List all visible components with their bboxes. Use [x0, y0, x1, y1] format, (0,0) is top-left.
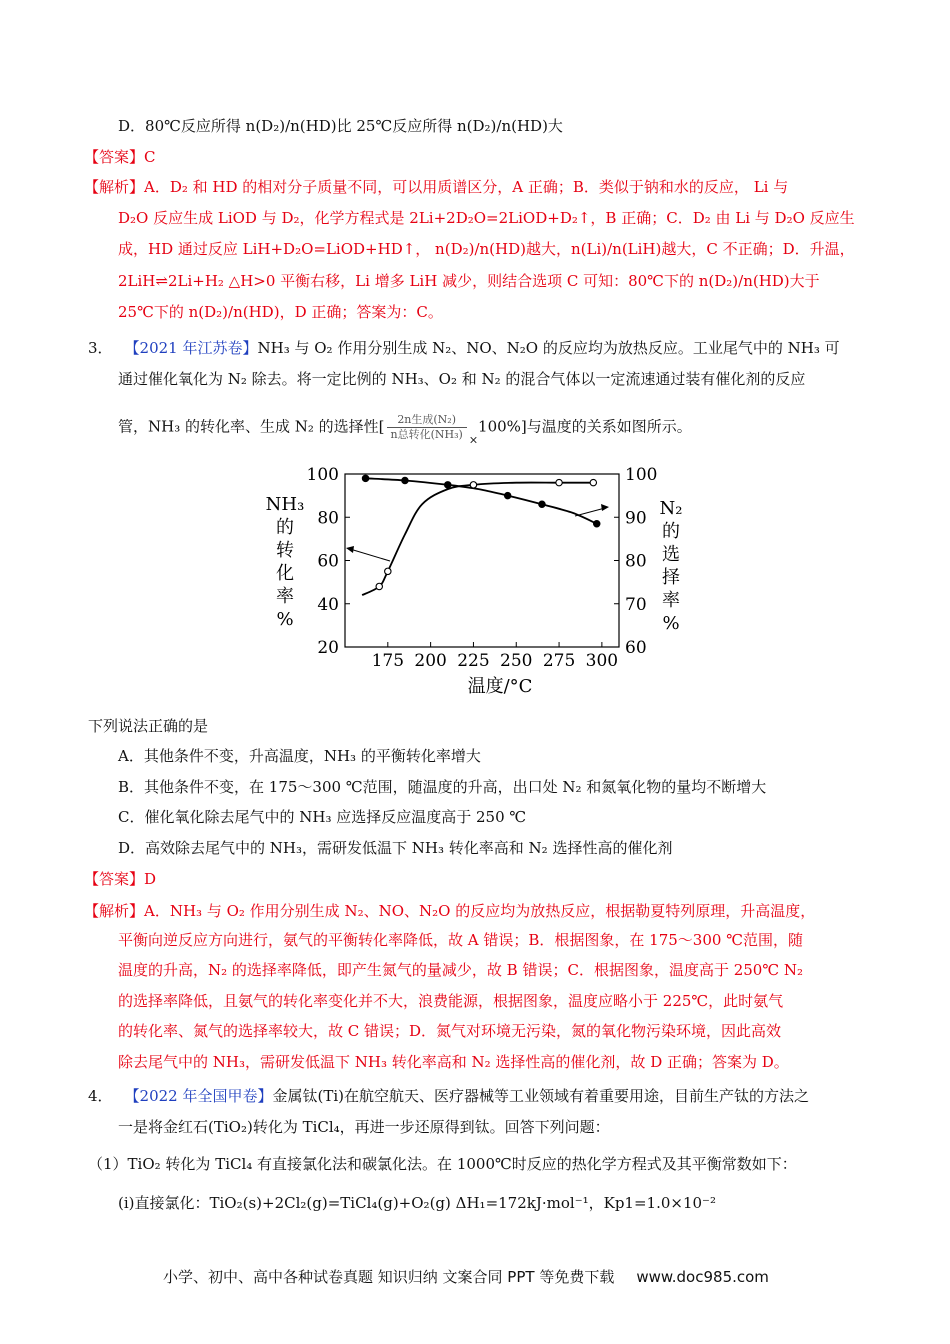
- analysis-line: A．NH₃ 与 O₂ 作用分别生成 N₂、NO、N₂O 的反应均为放热反应，根据勒夏特列原理，升高温度，: [144, 902, 816, 920]
- nh3-conversion-point: [385, 568, 391, 574]
- formula-numerator: 2n生成(N₂): [387, 413, 467, 428]
- n2-selectivity-point: [362, 475, 368, 481]
- q3-question: 下列说法正确的是: [88, 717, 209, 735]
- footer-text: [163, 1267, 769, 1287]
- nh3-conversion-point: [590, 479, 596, 485]
- formula-denominator: n总转化(NH₃): [390, 428, 463, 441]
- nh3-conversion-point: [470, 482, 476, 488]
- left-tick-label: 80: [317, 508, 339, 529]
- q3-analysis-5: 的转化率、氮气的选择率较大，故 C 错误；D．氮气对环境无污染，氮的氧化物污染环境，因此高效: [118, 1022, 782, 1040]
- left-axis-label: 的: [276, 517, 294, 538]
- selectivity-formula: [387, 413, 467, 442]
- q3-analysis-6: 除去尾气中的 NH₃，需研发低温下 NH₃ 转化率高和 N₂ 选择性高的催化剂，故 D 正确；答案为 D。: [118, 1053, 789, 1071]
- q3-option-d: D．高效除去尾气中的 NH₃，需研发低温下 NH₃ 转化率高和 N₂ 选择性高的催化剂: [118, 839, 673, 857]
- n2-selectivity-point: [539, 501, 545, 507]
- x-tick-label: 250: [500, 651, 533, 671]
- right-tick-label: 90: [625, 508, 647, 529]
- q2-option-d: D．80℃反应所得 n(D₂)/n(HD)比 25℃反应所得 n(D₂)/n(HD)大: [118, 117, 563, 135]
- q4-source: 【2022 年全国甲卷】: [124, 1087, 273, 1105]
- q3-source: 【2021 年江苏卷】: [124, 339, 258, 357]
- answer-tag: 【答案】: [84, 870, 145, 888]
- n2-selectivity-point: [504, 492, 510, 498]
- nh3-conversion-point: [376, 583, 382, 589]
- right-axis-label: N₂: [659, 498, 683, 519]
- footer-slogan: 小学、初中、高中各种试卷真题 知识归纳 文案合同 PPT 等免费下载: [163, 1268, 615, 1286]
- x-tick-label: 200: [414, 651, 447, 671]
- q3-analysis-4: 的选择率降低，且氨气的转化率变化并不大，浪费能源，根据图象，温度应略小于 225℃，此时氨气: [118, 992, 784, 1010]
- q2-answer: [84, 147, 156, 167]
- x-tick-label: 175: [371, 651, 405, 671]
- q3-analysis-2: 平衡向逆反应方向进行，氨气的平衡转化率降低，故 A 错误；B．根据图象，在 175～300 ℃范围，随: [118, 931, 803, 949]
- n2-selectivity-point: [445, 482, 451, 488]
- left-axis-label: 化: [276, 563, 294, 584]
- arrow-head-right: [601, 504, 609, 511]
- left-axis-label: %: [276, 609, 294, 630]
- nh3-conversion-point: [556, 479, 562, 485]
- left-tick-label: 100: [306, 465, 339, 485]
- q3-answer: [84, 869, 156, 889]
- analysis-tag: 【解析】: [84, 178, 145, 196]
- analysis-tag: 【解析】: [84, 902, 145, 920]
- nh3-conversion-line: [362, 483, 593, 596]
- left-axis-label: 转: [276, 540, 294, 561]
- left-axis-label: 率: [276, 586, 294, 607]
- n2-selectivity-point: [594, 521, 600, 527]
- q3-stem-1: [88, 338, 840, 358]
- x-tick-label: 300: [585, 651, 619, 671]
- q4-number: 4．: [88, 1087, 113, 1105]
- answer-value: C: [144, 148, 156, 166]
- n2-selectivity-point: [402, 477, 408, 483]
- q3-stem-text: NH₃ 与 O₂ 作用分别生成 N₂、NO、N₂O 的反应均为放热反应。工业尾气中的 NH₃ 可: [257, 339, 840, 357]
- right-tick-label: 100: [625, 465, 658, 485]
- left-tick-label: 40: [317, 594, 339, 615]
- q3-analysis-3: 温度的升高，N₂ 的选择率降低，即产生氮气的量减少，故 B 错误；C．根据图象，温度高于 250℃ N₂: [118, 961, 804, 979]
- x-tick-label: 225: [457, 651, 490, 671]
- q2-analysis-1: [84, 177, 788, 197]
- right-axis-label: 择: [662, 567, 680, 588]
- formula-times: ×: [468, 433, 479, 447]
- right-tick-label: 80: [625, 551, 647, 572]
- q4-part1: （1）TiO₂ 转化为 TiCl₄ 有直接氯化法和碳氯化法。在 1000℃时反应的热化学方程式及其平衡常数如下：: [88, 1155, 797, 1173]
- plot-frame: [345, 474, 619, 647]
- analysis-line: A．D₂ 和 HD 的相对分子质量不同，可以用质谱区分，A 正确；B．类似于钠和水的反应， Li 与: [144, 178, 789, 196]
- answer-tag: 【答案】: [84, 148, 145, 166]
- q3-option-b: B．其他条件不变，在 175～300 ℃范围，随温度的升高，出口处 N₂ 和氮氧化物的量均不断增大: [118, 778, 767, 796]
- right-axis-label: %: [662, 613, 680, 634]
- q2-analysis-2: D₂O 反应生成 LiOD 与 D₂，化学方程式是 2Li+2D₂O=2LiOD+D₂↑，B 正确；C．D₂ 由 Li 与 D₂O 反应生: [118, 209, 855, 227]
- q3-analysis-1: [84, 901, 815, 921]
- q2-analysis-4: 2LiH⇌2Li+H₂ △H>0 平衡右移，Li 增多 LiH 减少，则结合选项 C 可知：80℃下的 n(D₂)/n(HD)大于: [118, 272, 820, 290]
- nh3-conversion-chart: [250, 458, 700, 708]
- footer-url[interactable]: www.doc985.com: [636, 1268, 769, 1286]
- q3-stem-3-before: 管，NH₃ 的转化率、生成 N₂ 的选择性[: [118, 417, 385, 436]
- right-axis-label: 率: [662, 590, 680, 611]
- q3-stem-3-after: 100%]与温度的关系如图所示。: [478, 417, 692, 436]
- q2-analysis-5: 25℃下的 n(D₂)/n(HD)，D 正确；答案为：C。: [118, 303, 443, 321]
- q3-option-a: A．其他条件不变，升高温度，NH₃ 的平衡转化率增大: [118, 747, 481, 765]
- left-axis-label: NH₃: [265, 494, 305, 515]
- arrow-head-left: [346, 546, 354, 553]
- left-tick-label: 60: [317, 551, 339, 572]
- arrow-to-right-axis: [575, 508, 605, 516]
- arrow-to-left-axis: [350, 549, 390, 561]
- left-tick-label: 20: [317, 638, 339, 658]
- q2-analysis-3: 成，HD 通过反应 LiH+D₂O=LiOD+HD↑， n(D₂)/n(HD)越大，n(Li)/n(LiH)越大，C 不正确；D．升温，: [118, 240, 855, 258]
- answer-value: D: [144, 870, 157, 888]
- x-tick-label: 275: [542, 651, 576, 671]
- q3-number: 3．: [88, 339, 113, 357]
- q3-stem-2: 通过催化氧化为 N₂ 除去。将一定比例的 NH₃、O₂ 和 N₂ 的混合气体以一定流速通过装有催化剂的反应: [118, 370, 806, 388]
- q3-stem-3: [118, 413, 692, 451]
- n2-selectivity-line: [366, 478, 597, 523]
- q4-stem-2: 一是将金红石(TiO₂)转化为 TiCl₄，再进一步还原得到钛。回答下列问题：: [118, 1118, 610, 1136]
- right-tick-label: 70: [625, 594, 647, 615]
- right-axis-label: 的: [662, 521, 680, 542]
- q4-stem-1: [88, 1086, 809, 1106]
- x-axis-label: 温度/°C: [467, 676, 533, 697]
- q4-stem-text: 金属钛(Ti)在航空航天、医疗器械等工业领域有着重要用途，目前生产钛的方法之: [272, 1087, 810, 1105]
- q3-option-c: C．催化氧化除去尾气中的 NH₃ 应选择反应温度高于 250 ℃: [118, 808, 527, 826]
- right-axis-label: 选: [662, 544, 680, 565]
- q4-part1-i: (i)直接氯化：TiO₂(s)+2Cl₂(g)=TiCl₄(g)+O₂(g) ΔH₁=172kJ·mol⁻¹，Kp1=1.0×10⁻²: [118, 1194, 716, 1212]
- right-tick-label: 60: [625, 638, 647, 658]
